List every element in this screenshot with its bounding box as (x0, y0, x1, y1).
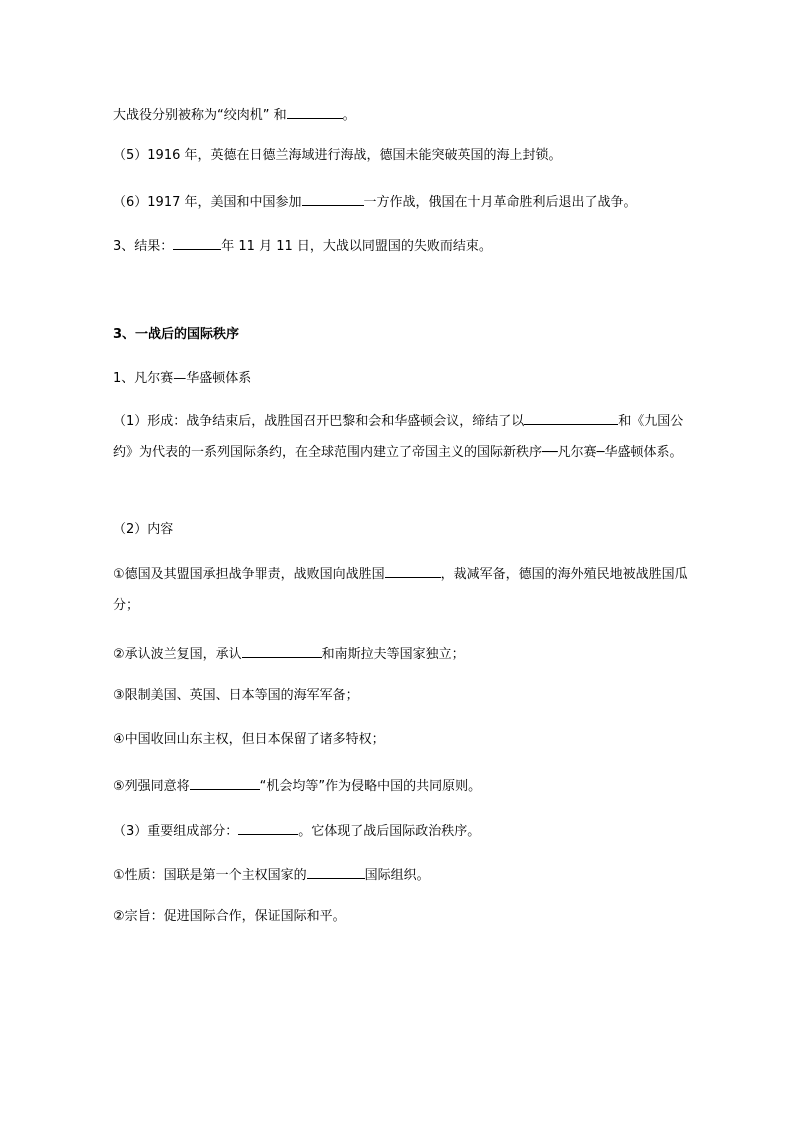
paragraph-germany-reparations: ①德国及其盟国承担战争罪责，战败国向战胜国 ，裁减军备，德国的海外殖民地被战胜国瓜分； (113, 567, 688, 613)
fill-blank[interactable] (238, 822, 298, 835)
text-line-shandong: ④中国收回山东主权，但日本保留了诸多特权； (113, 732, 385, 747)
fill-blank[interactable] (307, 866, 365, 879)
section-heading: 3、一战后的国际秩序 (113, 327, 240, 342)
text-line-battle-names: 大战役分别被称为“绞肉机” 和 。 (113, 108, 356, 123)
fill-blank[interactable] (287, 106, 343, 119)
text-line-1916: （5）1916 年，英德在日德兰海域进行海战，德国未能突破英国的海上封锁。 (113, 148, 562, 163)
text-line-open-door: ⑤列强同意将 “机会均等”作为侵略中国的共同原则。 (113, 779, 482, 794)
text-line-league-nature: ①性质：国联是第一个主权国家的 国际组织。 (113, 868, 430, 883)
fill-blank[interactable] (385, 565, 441, 578)
text-line-naval-limits: ③限制美国、英国、日本等国的海军军备； (113, 688, 359, 703)
text-line-components: （3）重要组成部分： 。它体现了战后国际政治秩序。 (113, 824, 481, 839)
fill-blank[interactable] (524, 412, 618, 425)
subheading-versailles-washington: 1、凡尔赛—华盛顿体系 (113, 371, 252, 386)
text-line-poland: ②承认波兰复国，承认 和南斯拉夫等国家独立； (113, 647, 465, 662)
fill-blank[interactable] (190, 777, 260, 790)
text-line-content-heading: （2）内容 (113, 522, 174, 537)
text-line-1917: （6）1917 年，美国和中国参加 一方作战，俄国在十月革命胜利后退出了战争。 (113, 195, 637, 210)
text-line-result: 3、结果： 年 11 月 11 日，大战以同盟国的失败而结束。 (113, 239, 492, 254)
text-line-league-purpose: ②宗旨：促进国际合作，保证国际和平。 (113, 909, 346, 924)
fill-blank[interactable] (242, 645, 322, 658)
paragraph-formation: （1）形成：战争结束后，战胜国召开巴黎和会和华盛顿会议，缔结了以 和《九国公约》为代表的一系列国际条约，在全球范围内建立了帝国主义的国际新秩序──凡尔赛─华盛顿体系。 (113, 414, 684, 460)
fill-blank[interactable] (173, 237, 221, 250)
fill-blank[interactable] (302, 193, 364, 206)
